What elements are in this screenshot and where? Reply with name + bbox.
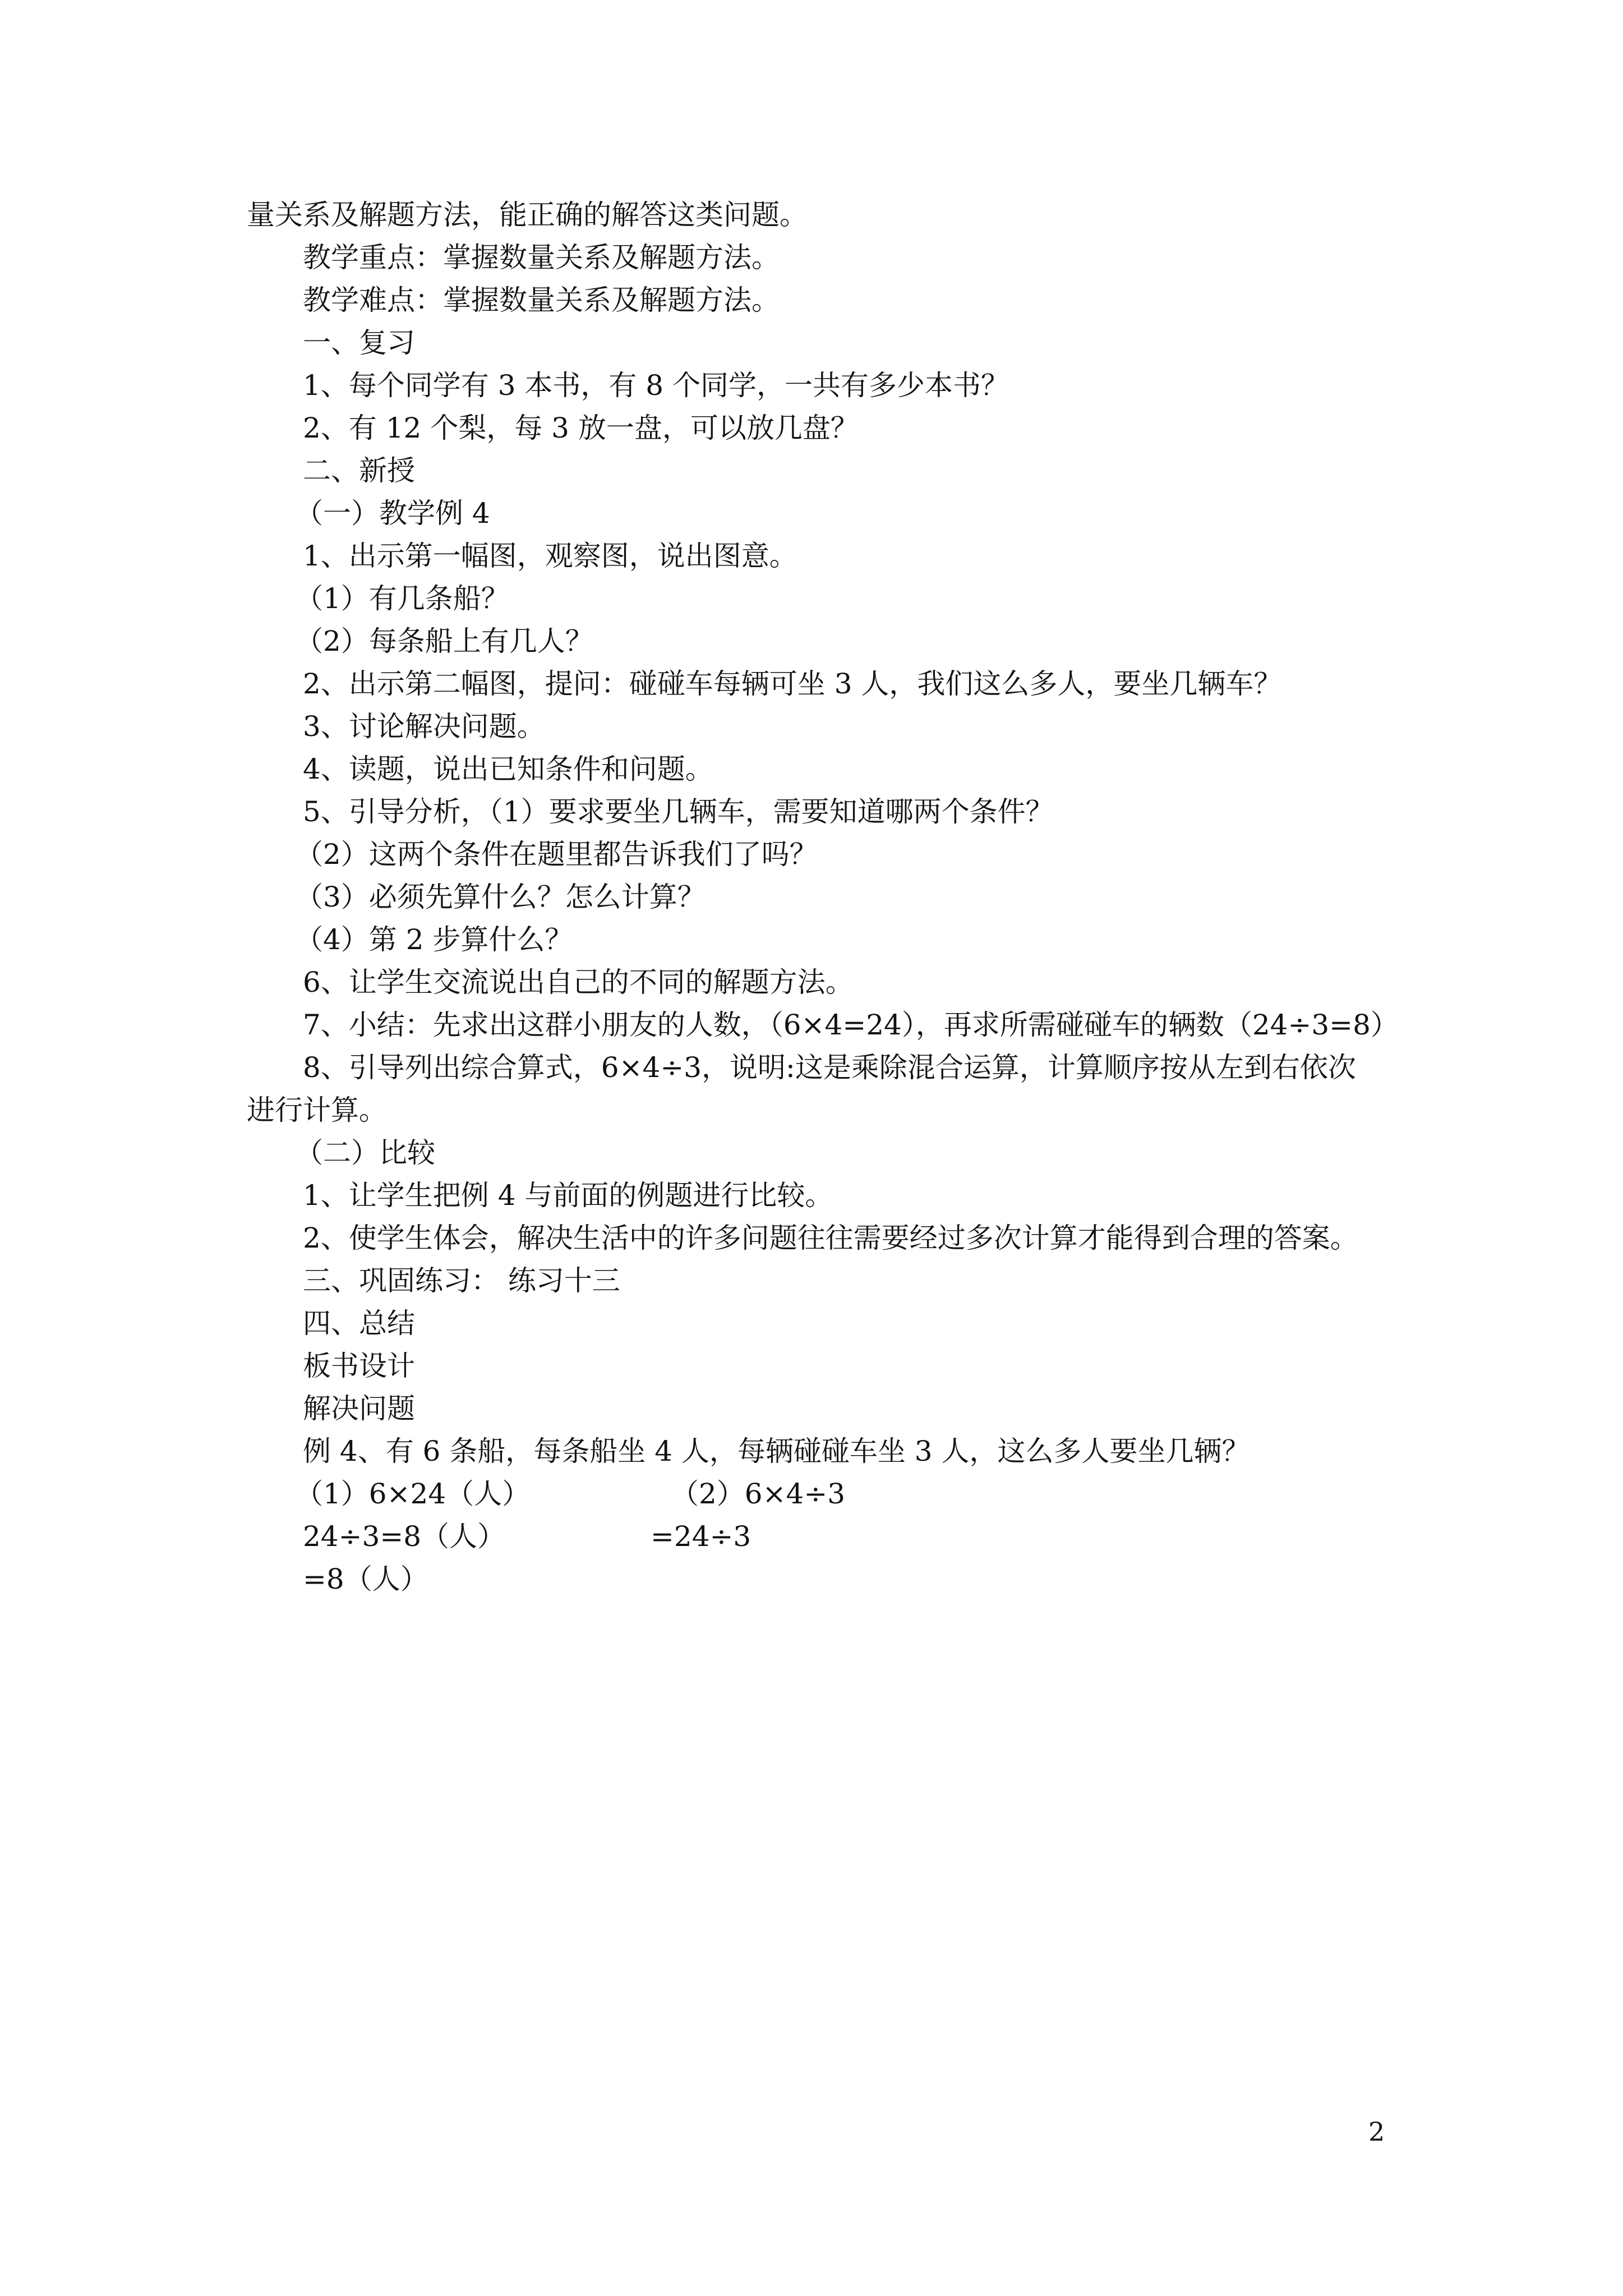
- step-3: 3、讨论解决问题。: [303, 710, 545, 743]
- calc-row-3: [247, 1558, 1402, 1600]
- step-8: 8、引导列出综合算式，6×4÷3，说明:这是乘除混合运算，计算顺序按从左到右依次: [303, 1051, 1356, 1084]
- document-body: [247, 194, 1402, 1600]
- section-heading-review: 一、复习: [303, 326, 415, 359]
- section-heading-summary: 四、总结: [303, 1307, 415, 1340]
- step-5-question-2: （2）这两个条件在题里都告诉我们了吗？: [295, 838, 818, 871]
- step-1: 1、出示第一幅图，观察图，说出图意。: [303, 540, 797, 572]
- comparison-2: 2、使学生体会，解决生活中的许多问题往往需要经过多次计算才能得到合理的答案。: [303, 1222, 1358, 1254]
- step-2: 2、出示第二幅图，提问：碰碰车每辆可坐 3 人，我们这么多人，要坐几辆车？: [303, 668, 1282, 700]
- step-1-question-2: （2）每条船上有几人？: [295, 625, 593, 657]
- page-number: 2: [1368, 2116, 1385, 2147]
- step-5-question-4: （4）第 2 步算什么？: [295, 923, 573, 956]
- section-heading-new-lesson: 二、新授: [303, 454, 415, 487]
- calc-method-2-step-2: =24÷3: [651, 1520, 751, 1553]
- board-example-4: 例 4、有 6 条船，每条船坐 4 人，每辆碰碰车坐 3 人，这么多人要坐几辆？: [303, 1435, 1250, 1467]
- calc-row-1: [247, 1473, 1402, 1515]
- calc-method-2-result: =8（人）: [303, 1563, 428, 1595]
- subsection-heading-comparison: （二）比较: [295, 1137, 435, 1169]
- step-8-continuation: 进行计算。: [247, 1094, 387, 1126]
- calc-method-1-step-1: （1）6×24（人）: [295, 1478, 531, 1510]
- teaching-focus: 教学重点：掌握数量关系及解题方法。: [303, 241, 780, 274]
- step-5-question-3: （3）必须先算什么？怎么计算？: [295, 881, 706, 913]
- step-5: 5、引导分析，（1）要求要坐几辆车，需要知道哪两个条件？: [303, 795, 1054, 828]
- board-design-heading: 板书设计: [303, 1350, 415, 1382]
- step-1-question-1: （1）有几条船？: [295, 582, 509, 615]
- text-line-continuation: 量关系及解题方法，能正确的解答这类问题。: [247, 199, 808, 231]
- calc-method-2-step-1: （2）6×4÷3: [671, 1478, 846, 1510]
- board-title: 解决问题: [303, 1392, 415, 1425]
- review-question-1: 1、每个同学有 3 本书，有 8 个同学，一共有多少本书？: [303, 369, 1009, 402]
- teaching-difficulty: 教学难点：掌握数量关系及解题方法。: [303, 284, 780, 316]
- review-question-2: 2、有 12 个梨，每 3 放一盘，可以放几盘？: [303, 412, 859, 444]
- calc-method-1-step-2: 24÷3=8（人）: [303, 1520, 506, 1553]
- step-6: 6、让学生交流说出自己的不同的解题方法。: [303, 966, 854, 999]
- step-4: 4、读题，说出已知条件和问题。: [303, 753, 713, 785]
- step-7-summary: 7、小结：先求出这群小朋友的人数，（6×4=24），再求所需碰碰车的辆数（24÷3=8）: [303, 1009, 1399, 1041]
- comparison-1: 1、让学生把例 4 与前面的例题进行比较。: [303, 1179, 833, 1212]
- subsection-heading-example-4: （一）教学例 4: [295, 497, 490, 530]
- section-heading-practice: 三、巩固练习： 练习十三: [303, 1264, 620, 1297]
- calc-row-2: [247, 1515, 1402, 1558]
